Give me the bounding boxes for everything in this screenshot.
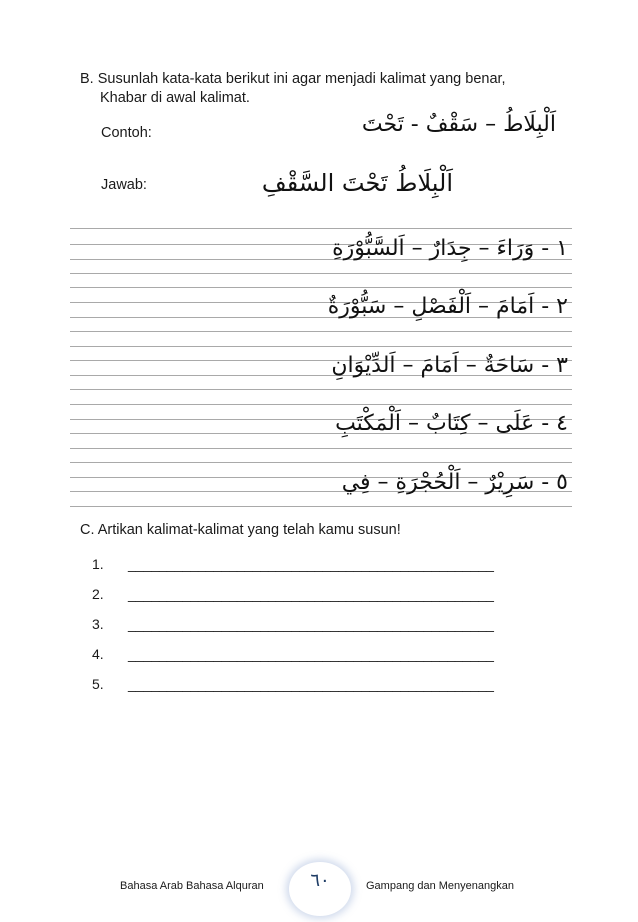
exercise-5: ٥ - سَرِيْرٌ – اَلْحُجْرَةِ – فِي: [341, 470, 568, 495]
writing-line: [70, 346, 572, 347]
writing-line: [70, 389, 572, 390]
exercise-3: ٣ - سَاحَةٌ – اَمَامَ – اَلدِّيْوَانِ: [331, 353, 568, 378]
answer-line-4[interactable]: [92, 646, 494, 662]
answer-line-1[interactable]: [92, 556, 494, 572]
writing-line: [70, 287, 572, 288]
footer-tagline: Gampang dan Menyenangkan: [366, 880, 514, 892]
writing-line: [70, 228, 572, 229]
answer-arabic: اَلْبِلَاطُ تَحْتَ السَّقْفِ: [261, 169, 453, 197]
answer-number: 1.: [92, 556, 104, 572]
answer-line-5[interactable]: [92, 676, 494, 692]
answer-number: 5.: [92, 676, 104, 692]
answer-blank[interactable]: _______________________________________________: [128, 556, 494, 572]
writing-line: [70, 506, 572, 507]
exercise-1: ١ - وَرَاءَ – جِدَارٌ – اَلسَّبُّوْرَةِ: [332, 236, 568, 261]
answer-line-3[interactable]: [92, 616, 494, 632]
answer-label: Jawab:: [101, 177, 147, 193]
writing-line: [70, 462, 572, 463]
writing-line: [70, 448, 572, 449]
section-b-title: B. Susunlah kata-kata berikut ini agar menjadi kalimat yang benar,: [80, 71, 506, 87]
answer-blank[interactable]: _______________________________________________: [128, 616, 494, 632]
exercise-4: ٤ - عَلَى – كِتَابٌ – اَلْمَكْتَبِ: [335, 411, 568, 436]
answer-blank[interactable]: _______________________________________________: [128, 586, 494, 602]
exercise-2: ٢ - اَمَامَ – اَلْفَصْلِ – سَبُّوْرَةٌ: [327, 294, 568, 319]
answer-blank[interactable]: _______________________________________________: [128, 646, 494, 662]
answer-blank[interactable]: _______________________________________________: [128, 676, 494, 692]
section-c-title: C. Artikan kalimat-kalimat yang telah kamu susun!: [80, 522, 401, 538]
answer-number: 4.: [92, 646, 104, 662]
section-b-subtitle: Khabar di awal kalimat.: [100, 90, 250, 106]
footer-book-title: Bahasa Arab Bahasa Alquran: [120, 880, 264, 892]
writing-line: [70, 331, 572, 332]
example-label: Contoh:: [101, 125, 152, 141]
answer-number: 3.: [92, 616, 104, 632]
answer-number: 2.: [92, 586, 104, 602]
writing-line: [70, 273, 572, 274]
page-number: ٦٠: [310, 870, 330, 891]
writing-line: [70, 404, 572, 405]
example-arabic: اَلْبِلَاطُ – سَقْفٌ - تَحْتَ: [361, 112, 556, 137]
answer-line-2[interactable]: [92, 586, 494, 602]
